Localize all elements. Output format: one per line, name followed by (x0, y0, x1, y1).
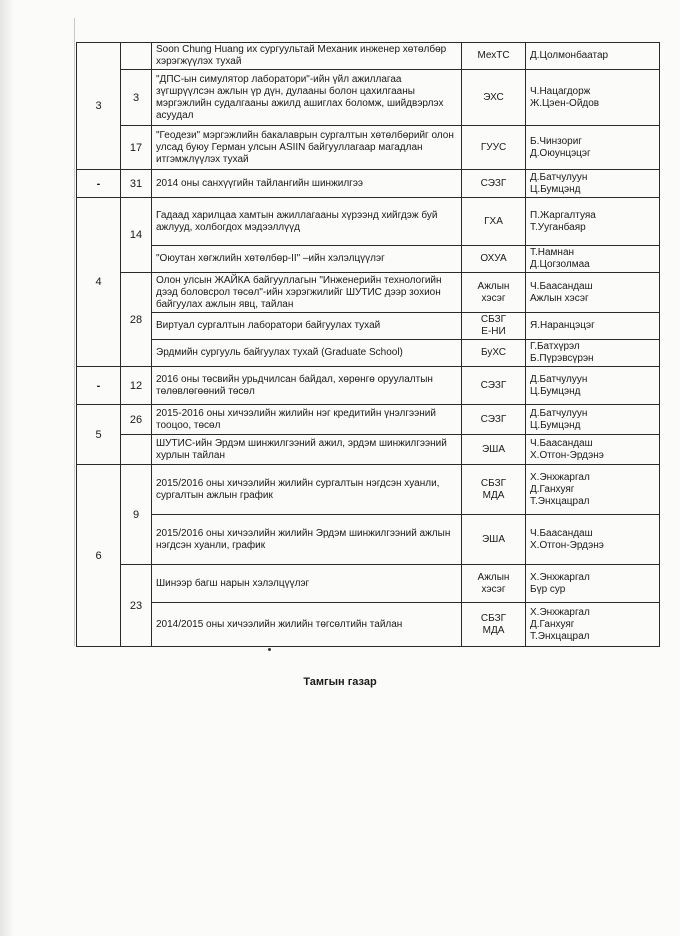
responsible-cell: Я.Наранцэцэг (526, 313, 660, 340)
unit-cell: Ажлын хэсэг (462, 273, 526, 313)
scan-fold-line (74, 18, 75, 646)
date-cell: 14 (121, 198, 152, 273)
responsible-cell: Д.Батчулуун Ц.Бумцэнд (526, 170, 660, 198)
date-cell: 23 (121, 565, 152, 647)
responsible-cell: Ч.Баасандаш Ажлын хэсэг (526, 273, 660, 313)
unit-cell: ЭША (462, 435, 526, 465)
unit-cell: ГХА (462, 198, 526, 246)
date-cell (121, 435, 152, 465)
meeting-schedule-table (76, 42, 660, 647)
topic-cell: 2015/2016 оны хичээлийн жилийн сургалтын нэгдсэн хуанли, сургалтын ажлын график (152, 465, 462, 515)
table-row (77, 340, 660, 367)
unit-cell: СБЗГ МДА (462, 465, 526, 515)
responsible-cell: Х.Энхжаргал Д.Ганхуяг Т.Энхцацрал (526, 465, 660, 515)
topic-cell: "Геодези" мэргэжлийн бакалаврын сургалтын хөтөлбөрийг олон улсад буюу Герман улсын ASIIN байгууллагаар магадлан итгэмжлүүлэх тухай (152, 126, 462, 170)
unit-cell: Ажлын хэсэг (462, 565, 526, 603)
responsible-cell: П.Жаргалтуяа Т.Ууганбаяр (526, 198, 660, 246)
day-cell: 6 (77, 465, 121, 647)
unit-cell: СЭЗГ (462, 367, 526, 405)
table-row (77, 126, 660, 170)
day-cell: - (77, 170, 121, 198)
day-cell: 5 (77, 405, 121, 465)
date-cell: 9 (121, 465, 152, 565)
topic-cell: 2015-2016 оны хичээлийн жилийн нэг кредитийн үнэлгээний тооцоо, төсөл (152, 405, 462, 435)
unit-cell: СЭЗГ (462, 170, 526, 198)
footer-signature: Тамгын газар (303, 676, 377, 688)
ink-dot (268, 648, 271, 651)
day-cell: 3 (77, 43, 121, 170)
table-row (77, 43, 660, 70)
responsible-cell: Х.Энхжаргал Д.Ганхуяг Т.Энхцацрал (526, 603, 660, 647)
table-row (77, 465, 660, 515)
date-cell: 28 (121, 273, 152, 367)
scan-edge-shadow (0, 0, 14, 936)
table-row (77, 515, 660, 565)
date-cell: 17 (121, 126, 152, 170)
topic-cell: Soon Chung Huang их сургуультай Механик инженер хөтөлбөр хэрэгжүүлэх тухай (152, 43, 462, 70)
table-row (77, 367, 660, 405)
table-row (77, 170, 660, 198)
topic-cell: 2015/2016 оны хичээлийн жилийн Эрдэм шинжилгээний ажлын нэгдсэн хуанли, график (152, 515, 462, 565)
topic-cell: Гадаад харилцаа хамтын ажиллагааны хүрээнд хийгдэж буй ажлууд, холбогдох мэдээллүүд (152, 198, 462, 246)
date-cell: 12 (121, 367, 152, 405)
table-row (77, 603, 660, 647)
table-row (77, 435, 660, 465)
responsible-cell: Ч.Баасандаш Х.Отгон-Эрдэнэ (526, 515, 660, 565)
date-cell: 26 (121, 405, 152, 435)
table-row (77, 70, 660, 126)
unit-cell: МехТС (462, 43, 526, 70)
responsible-cell: Г.Батхүрэл Б.Пүрэвсүрэн (526, 340, 660, 367)
topic-cell: Шинээр багш нарын хэлэлцүүлэг (152, 565, 462, 603)
unit-cell: СБЗГ МДА (462, 603, 526, 647)
responsible-cell: Б.Чинзориг Д.Оюунцэцэг (526, 126, 660, 170)
responsible-cell: Ч.Нацагдорж Ж.Цэен-Ойдов (526, 70, 660, 126)
day-cell: - (77, 367, 121, 405)
date-cell: 31 (121, 170, 152, 198)
topic-cell: Виртуал сургалтын лаборатори байгуулах тухай (152, 313, 462, 340)
topic-cell: 2016 оны төсвийн урьдчилсан байдал, хөрөнгө оруулалтын төлөвлөгөөний төсөл (152, 367, 462, 405)
topic-cell: 2014 оны санхүүгийн тайлангийн шинжилгээ (152, 170, 462, 198)
responsible-cell: Д.Батчулуун Ц.Бумцэнд (526, 405, 660, 435)
table-row (77, 273, 660, 313)
date-cell: 3 (121, 70, 152, 126)
unit-cell: ЭША (462, 515, 526, 565)
table-row (77, 565, 660, 603)
topic-cell: ШУТИС-ийн Эрдэм шинжилгээний ажил, эрдэм шинжилгээний хурлын тайлан (152, 435, 462, 465)
unit-cell: ОХУА (462, 246, 526, 273)
unit-cell: ГУУС (462, 126, 526, 170)
responsible-cell: Д.Батчулуун Ц.Бумцэнд (526, 367, 660, 405)
table-row (77, 313, 660, 340)
responsible-cell: Х.Энхжаргал Бүр сур (526, 565, 660, 603)
responsible-cell: Д.Цолмонбаатар (526, 43, 660, 70)
responsible-cell: Т.Намнан Д.Цогзолмаа (526, 246, 660, 273)
unit-cell: СБЗГ Е-НИ (462, 313, 526, 340)
topic-cell: Эрдмийн сургууль байгуулах тухай (Graduate School) (152, 340, 462, 367)
unit-cell: БуХС (462, 340, 526, 367)
topic-cell: 2014/2015 оны хичээлийн жилийн төгсөлтийн тайлан (152, 603, 462, 647)
topic-cell: "ДПС-ын симулятор лаборатори"-ийн үйл ажиллагаа зүгшрүүлсэн ажлын үр дүн, дулааны болон цахилгааны мэргэжлийн судалгааны ажилд ашиглах боломж, шийдвэрлэх асуудал (152, 70, 462, 126)
unit-cell: ЭХС (462, 70, 526, 126)
topic-cell: Олон улсын ЖАЙКА байгууллагын "Инженерийн технологийн дээд боловсрол төсөл"-ийн хэрэгжилийг ШУТИС дээр зохион байгуулах ажлын явц, тайлан (152, 273, 462, 313)
topic-cell: "Оюутан хөгжлийн хөтөлбөр-II" –ийн хэлэлцүүлэг (152, 246, 462, 273)
day-cell: 4 (77, 198, 121, 367)
responsible-cell: Ч.Баасандаш Х.Отгон-Эрдэнэ (526, 435, 660, 465)
table-row (77, 405, 660, 435)
table-row (77, 198, 660, 246)
unit-cell: СЭЗГ (462, 405, 526, 435)
table-row (77, 246, 660, 273)
date-cell (121, 43, 152, 70)
